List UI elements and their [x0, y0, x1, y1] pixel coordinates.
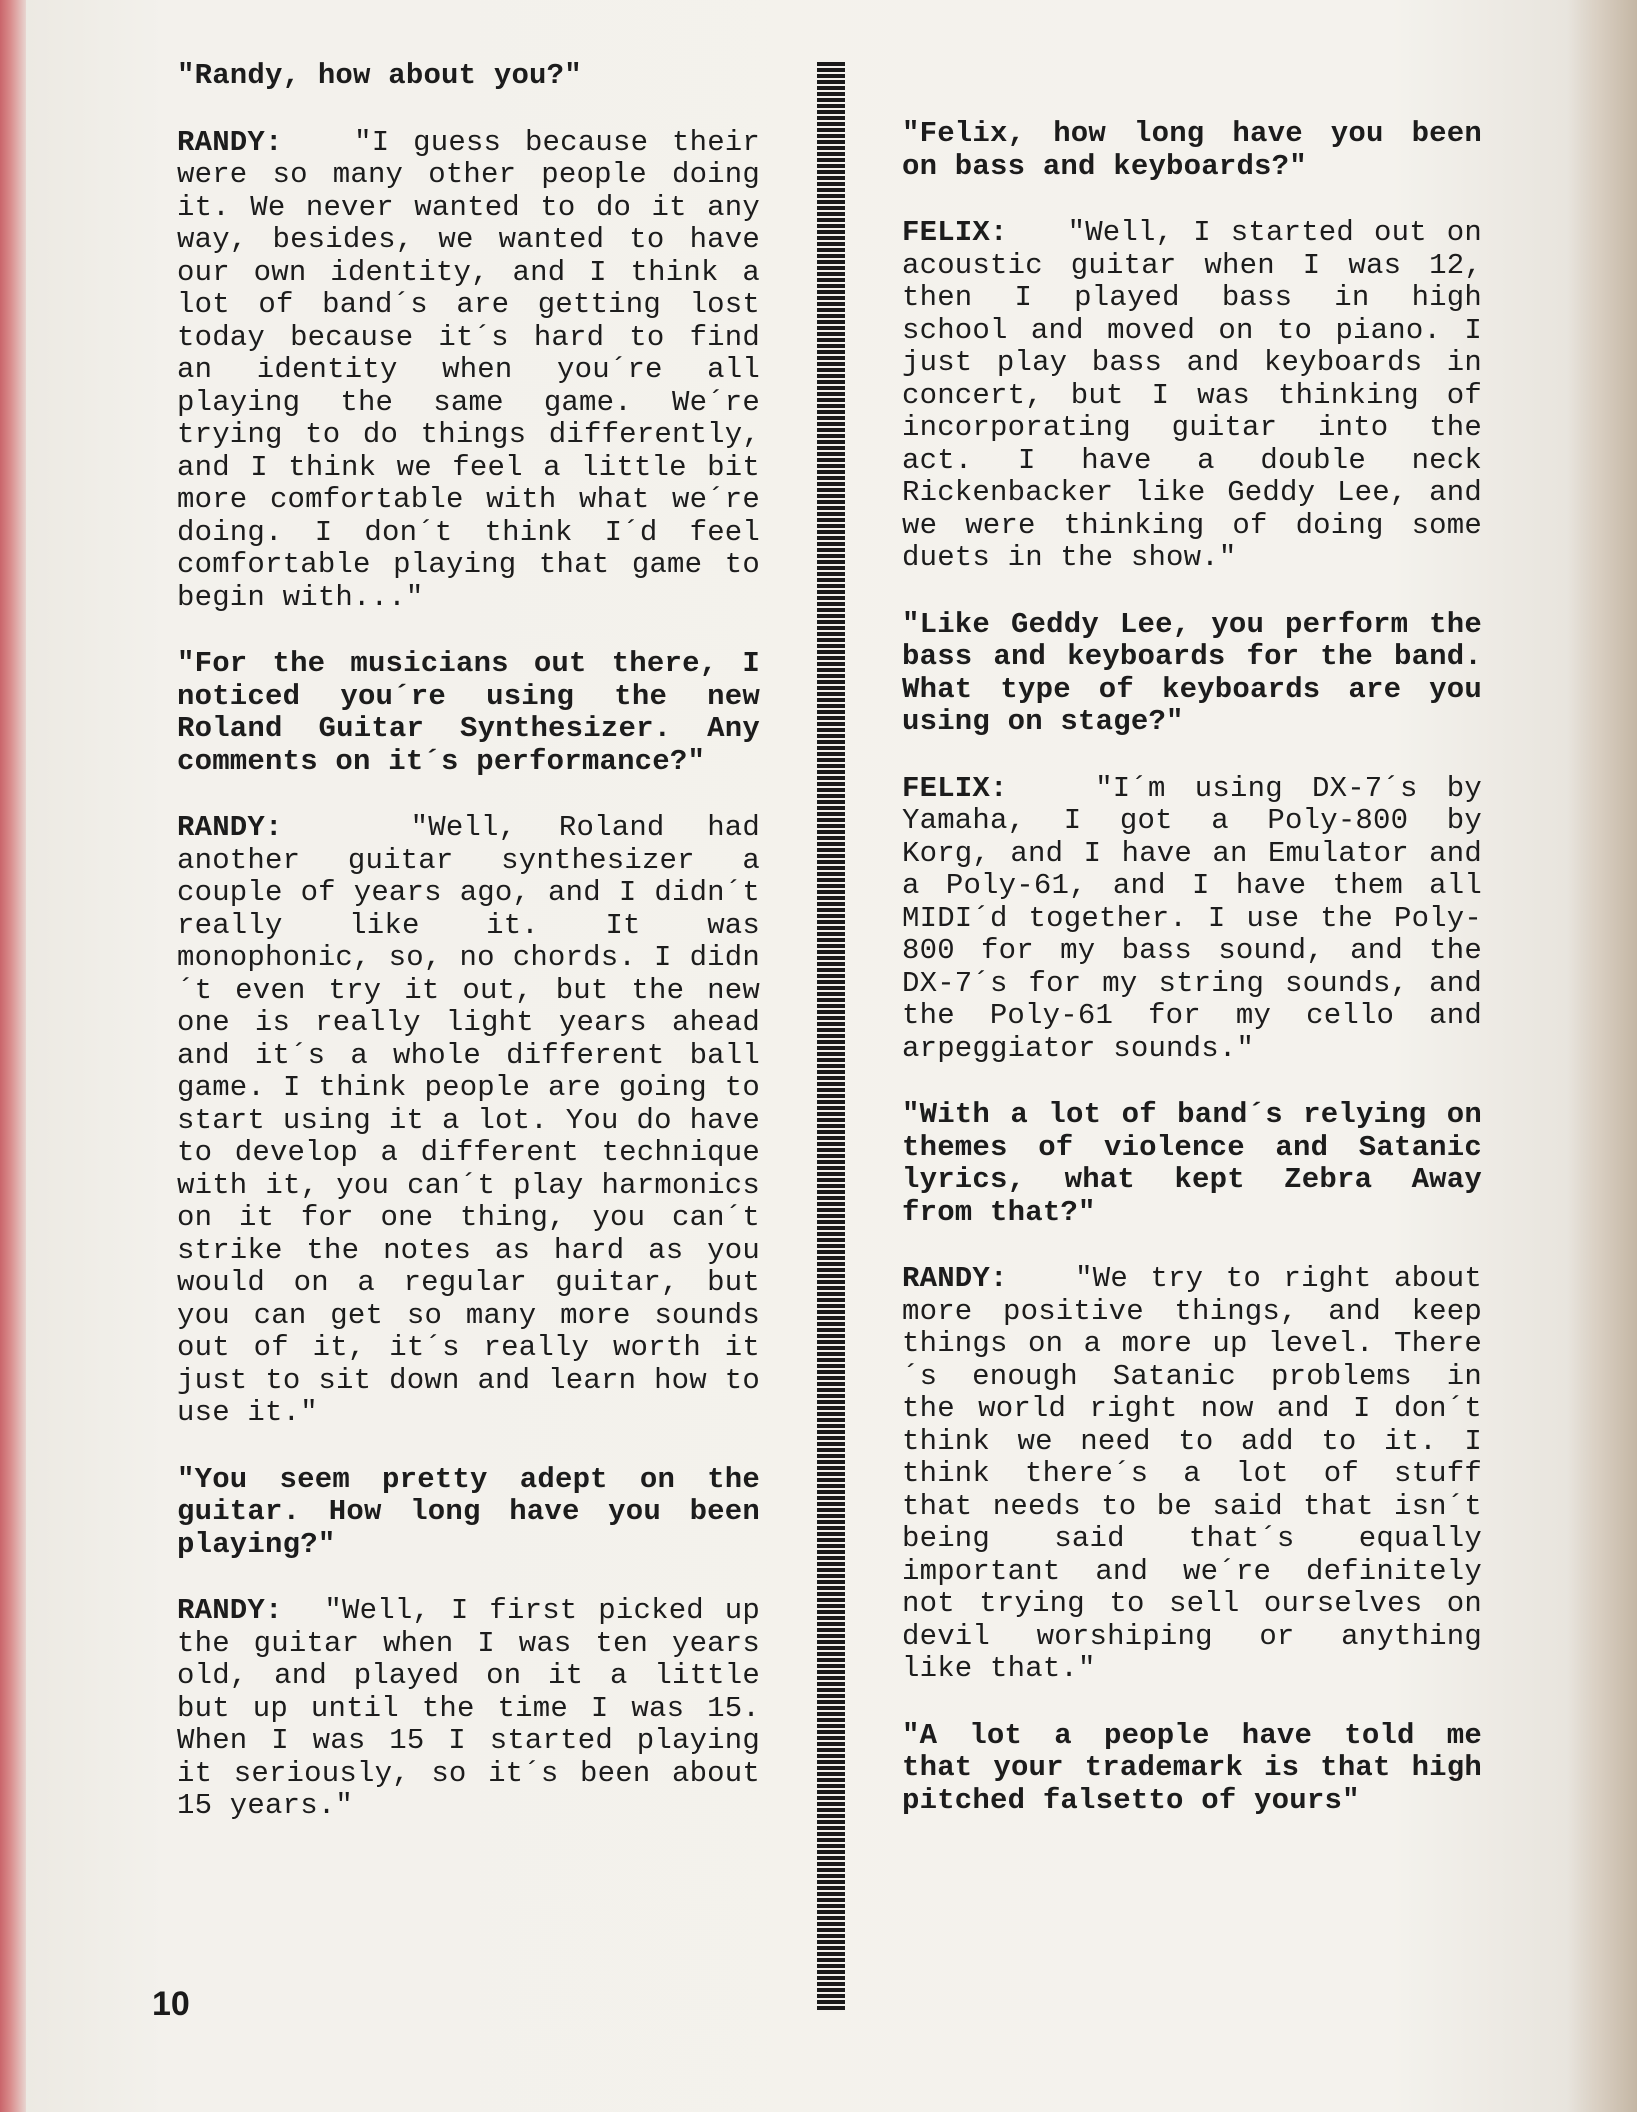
- question-paragraph: "Randy, how about you?": [177, 59, 582, 92]
- speaker-label: RANDY:: [177, 1594, 283, 1627]
- page-number: 10: [152, 1985, 190, 2023]
- speaker-label: FELIX:: [902, 216, 1008, 249]
- answer-text: "I guess because their were so many other people doing it. We never wanted to do it any way, besides, we wanted to have our own identity, and I think a lot of band´s are getting lost today because it´s hard to find an identity when you´re all playing the same game. We´re trying to do things differently, and I think we feel a little bit more comfortable with what we´re doing. I don´t think I´d feel comfortable playing that game to begin with...": [177, 125, 761, 614]
- answer-text: "Well, Roland had another guitar synthesizer a couple of years ago, and I didn´t really like it. It was monophonic, so, no chords. I didn´t even try it out, but the new one is really light years ahead and it´s a whole different ball game. I think people are going to start using it a lot. You do have to develop a different technique with it, you can´t play harmonics on it for one thing, you can´t strike the notes as hard as you would on a regular guitar, but you can get so many more sounds out of it, it´s really worth it just to sit down and learn how to use it.": [177, 811, 760, 1429]
- question-paragraph: "Felix, how long have you been on bass and keyboards?": [902, 117, 1482, 183]
- answer-paragraph: [177, 127, 760, 615]
- speaker-label: RANDY:: [177, 125, 283, 159]
- question-paragraph: "Like Geddy Lee, you perform the bass and keyboards for the band. What type of keyboards are you using on stage?": [902, 607, 1482, 738]
- answer-text: "Well, I first picked up the guitar when I was ten years old, and played on it a little but up until the time I was 15. When I was 15 I started playing it seriously, so it´s been about 15 years.": [177, 1594, 760, 1822]
- answer-paragraph: [902, 773, 1482, 1066]
- answer-paragraph: [902, 217, 1482, 575]
- question-paragraph: "A lot a people have told me that your trademark is that high pitched falsetto of yours": [902, 1718, 1482, 1817]
- page-edge-right: [1567, 0, 1637, 2112]
- answer-text: "I´m using DX-7´s by Yamaha, I got a Poly-800 by Korg, and I have an Emulator and a Poly-61, and I have them all MIDI´d together. I use the Poly-800 for my bass sound, and the DX-7´s for my string sounds, and the Poly-61 for my cello and arpeggiator sounds.": [902, 771, 1482, 1065]
- speaker-label: RANDY:: [177, 811, 283, 844]
- answer-text: "We try to right about more positive things, and keep things on a more up level. There´s enough Satanic problems in the world right now and I don´t think we need to add to it. I think there´s a lot of stuff that needs to be said that isn´t being said that´s equally important and we´re definitely not trying to sell ourselves on devil worshiping or anything like that.": [902, 1262, 1483, 1685]
- question-paragraph: "With a lot of band´s relying on themes of violence and Satanic lyrics, what kept Zebra Away from that?": [902, 1098, 1482, 1229]
- cover-edge-left: [0, 0, 26, 2112]
- answer-paragraph: [177, 1595, 760, 1823]
- speaker-label: RANDY:: [902, 1262, 1008, 1295]
- right-column: [902, 118, 1482, 1851]
- question-paragraph: "You seem pretty adept on the guitar. How long have you been playing?": [177, 1462, 760, 1561]
- answer-paragraph: [902, 1263, 1482, 1686]
- left-column: [177, 60, 760, 1857]
- answer-text: "Well, I started out on acoustic guitar when I was 12, then I played bass in high school and moved on to piano. I just play bass and keyboards in concert, but I was thinking of incorporating guitar into the act. I have a double neck Rickenbacker like Geddy Lee, and we were thinking of doing some duets in the show.": [902, 216, 1482, 574]
- speaker-label: FELIX:: [902, 771, 1008, 805]
- column-divider: [817, 62, 845, 2012]
- question-paragraph: "For the musicians out there, I noticed you´re using the new Roland Guitar Synthesizer. Any comments on it´s performance?": [177, 647, 760, 778]
- answer-paragraph: [177, 812, 760, 1430]
